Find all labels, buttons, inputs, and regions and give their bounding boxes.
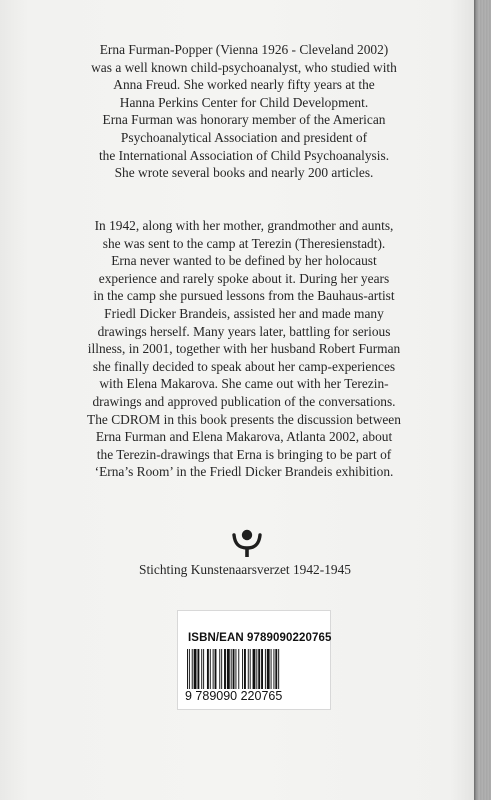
text-line: Erna Furman was honorary member of the American bbox=[102, 112, 386, 128]
text-line: experience and rarely spoke about it. During her years bbox=[98, 270, 390, 286]
text-line: she was sent to the camp at Terezin (Theresienstadt). bbox=[102, 235, 386, 251]
text-line: drawings herself. Many years later, battling for serious bbox=[97, 323, 391, 339]
text-line: she finally decided to speak about her camp-experiences bbox=[92, 358, 396, 374]
text-line: drawings and approved publication of the conversations. bbox=[92, 393, 396, 409]
cover-edge-shadow bbox=[474, 0, 478, 800]
text-line: ‘Erna’s Room’ in the Friedl Dicker Brandeis exhibition. bbox=[94, 464, 394, 480]
text-line: in the camp she pursued lessons from the Bauhaus-artist bbox=[93, 288, 395, 304]
text-line: Anna Freud. She worked nearly fifty years at the bbox=[113, 77, 375, 93]
terezin-paragraph bbox=[70, 217, 418, 481]
text-line: She wrote several books and nearly 200 articles. bbox=[114, 165, 374, 181]
text-line: illness, in 2001, together with her husband Robert Furman bbox=[87, 341, 401, 357]
text-line: the Terezin-drawings that Erna is bringing to be part of bbox=[96, 446, 392, 462]
barcode-sticker bbox=[177, 610, 331, 710]
text-line: Friedl Dicker Brandeis, assisted her and made many bbox=[104, 305, 384, 321]
text-line: Erna never wanted to be defined by her holocaust bbox=[111, 253, 377, 269]
text-line: Psychoanalytical Association and president of bbox=[120, 129, 368, 145]
text-line: with Elena Makarova. She came out with her Terezin- bbox=[99, 376, 389, 392]
text-line: Erna Furman-Popper (Vienna 1926 - Cleveland 2002) bbox=[99, 42, 389, 57]
barcode-digits: 9 789090 220765 bbox=[185, 689, 283, 703]
text-line: Erna Furman and Elena Makarova, Atlanta 2002, about bbox=[95, 429, 393, 445]
text-line: was a well known child-psychoanalyst, who studied with bbox=[91, 59, 397, 75]
biography-paragraph bbox=[70, 41, 418, 182]
text-line: the International Association of Child Psychoanalysis. bbox=[98, 147, 390, 163]
text-line: The CDROM in this book presents the discussion between bbox=[87, 411, 401, 427]
isbn-label: ISBN/EAN 9789090220765 bbox=[188, 632, 332, 644]
text-line: Hanna Perkins Center for Child Development. bbox=[119, 94, 369, 110]
publisher-logo-icon bbox=[227, 526, 267, 558]
publisher-name: Stichting Kunstenaarsverzet 1942-1945 bbox=[139, 562, 351, 577]
text-line: In 1942, along with her mother, grandmother and aunts, bbox=[94, 218, 394, 233]
